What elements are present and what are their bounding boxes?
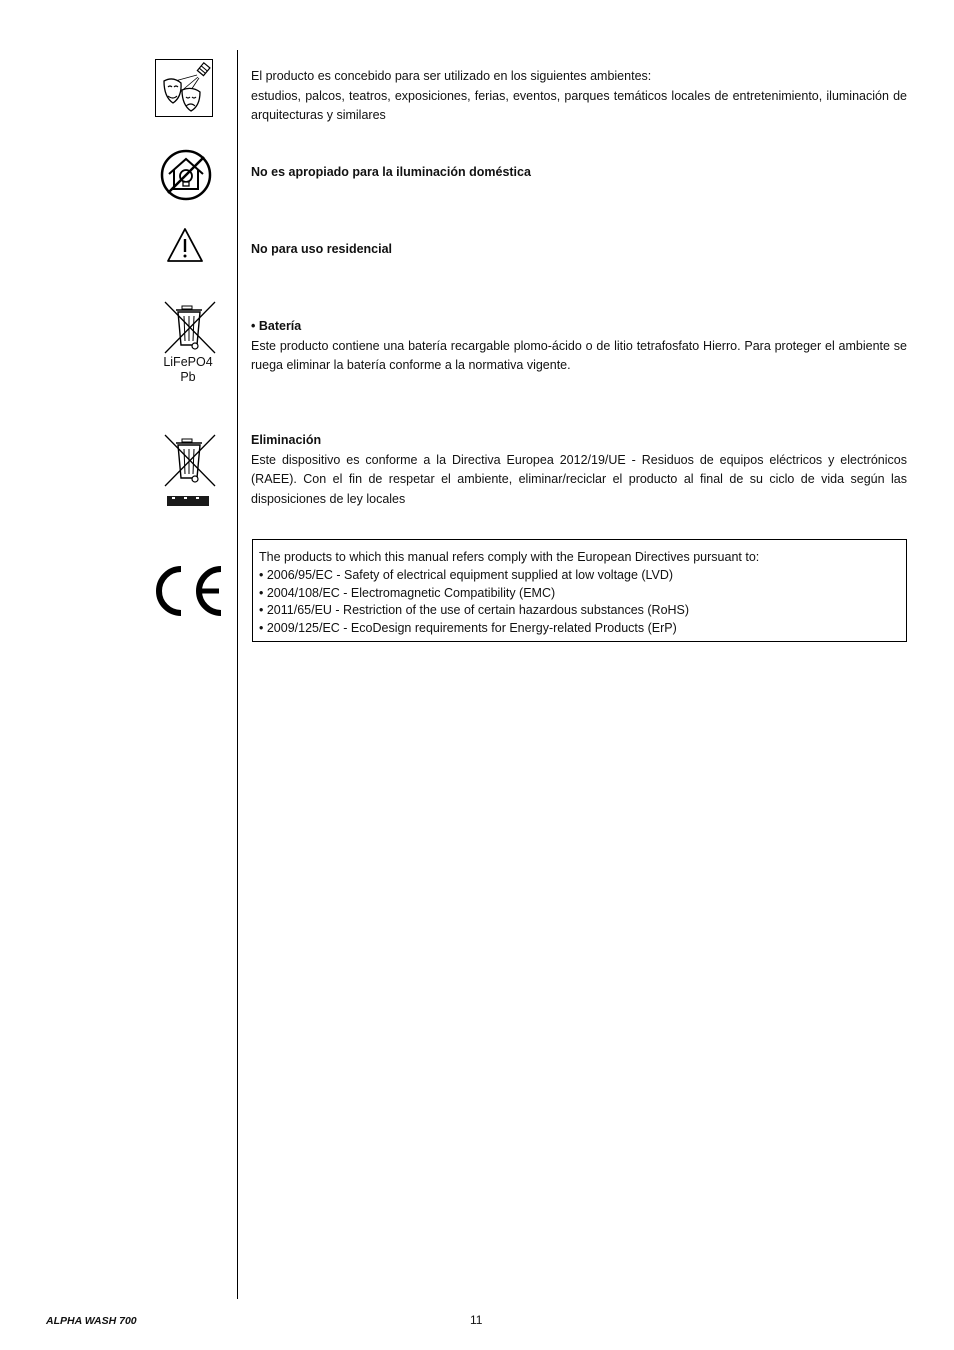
no-residential-text: No para uso residencial	[251, 242, 393, 256]
warning-triangle-icon	[166, 227, 204, 263]
crossed-bin-weee-icon	[164, 434, 216, 510]
environment-line-2: estudios, palcos, teatros, exposiciones, ferias, eventos, parques temáticos locales de entretenimiento, iluminación de arquitecturas y similares	[251, 88, 907, 122]
battery-text	[251, 317, 907, 376]
ce-directive-item: • 2006/95/EC - Safety of electrical equipment supplied at low voltage (LVD)	[259, 567, 674, 582]
ce-mark-icon	[147, 563, 225, 619]
column-divider	[237, 50, 238, 1299]
theater-masks-icon	[155, 59, 213, 117]
ce-directive-item: • 2004/108/EC - Electromagnetic Compatibility (EMC)	[259, 585, 556, 600]
battery-label-pb: Pb	[180, 370, 196, 384]
environment-text	[251, 67, 907, 126]
battery-label-lifepo4: LiFePO4	[163, 355, 213, 369]
disposal-body: Este dispositivo es conforme a la Directiva Europea 2012/19/UE - Residuos de equipos eléctricos y electrónicos (RAEE). Con el fin de respetar el ambiente, eliminar/reciclar el producto al final de su ciclo de vida según las disposiciones de ley locales	[251, 452, 907, 506]
battery-title: • Batería	[251, 319, 302, 333]
crossed-bin-battery-icon	[164, 301, 216, 355]
ce-compliance-box	[252, 539, 907, 642]
environment-line-1: El producto es concebido para ser utilizado en los siguientes ambientes:	[251, 69, 652, 83]
battery-body: Este producto contiene una batería recargable plomo-ácido o de litio tetrafosfato Hierro. Para proteger el ambiente se ruega eliminar la batería conforme a la normativa vigente.	[251, 338, 907, 372]
ce-directive-item: • 2011/65/EU - Restriction of the use of certain hazardous substances (RoHS)	[259, 603, 690, 618]
disposal-title: Eliminación	[251, 433, 322, 447]
footer-product-name: ALPHA WASH 700	[46, 1315, 137, 1327]
page-number: 11	[470, 1313, 483, 1327]
battery-icon-caption	[153, 355, 223, 385]
no-household-lamp-icon	[160, 149, 212, 201]
disposal-text	[251, 431, 907, 509]
no-domestic-text: No es apropiado para la iluminación doméstica	[251, 165, 531, 179]
ce-intro: The products to which this manual refers comply with the European Directives pursuant to:	[259, 550, 760, 564]
ce-directive-item: • 2009/125/EC - EcoDesign requirements for Energy-related Products (ErP)	[259, 621, 677, 636]
